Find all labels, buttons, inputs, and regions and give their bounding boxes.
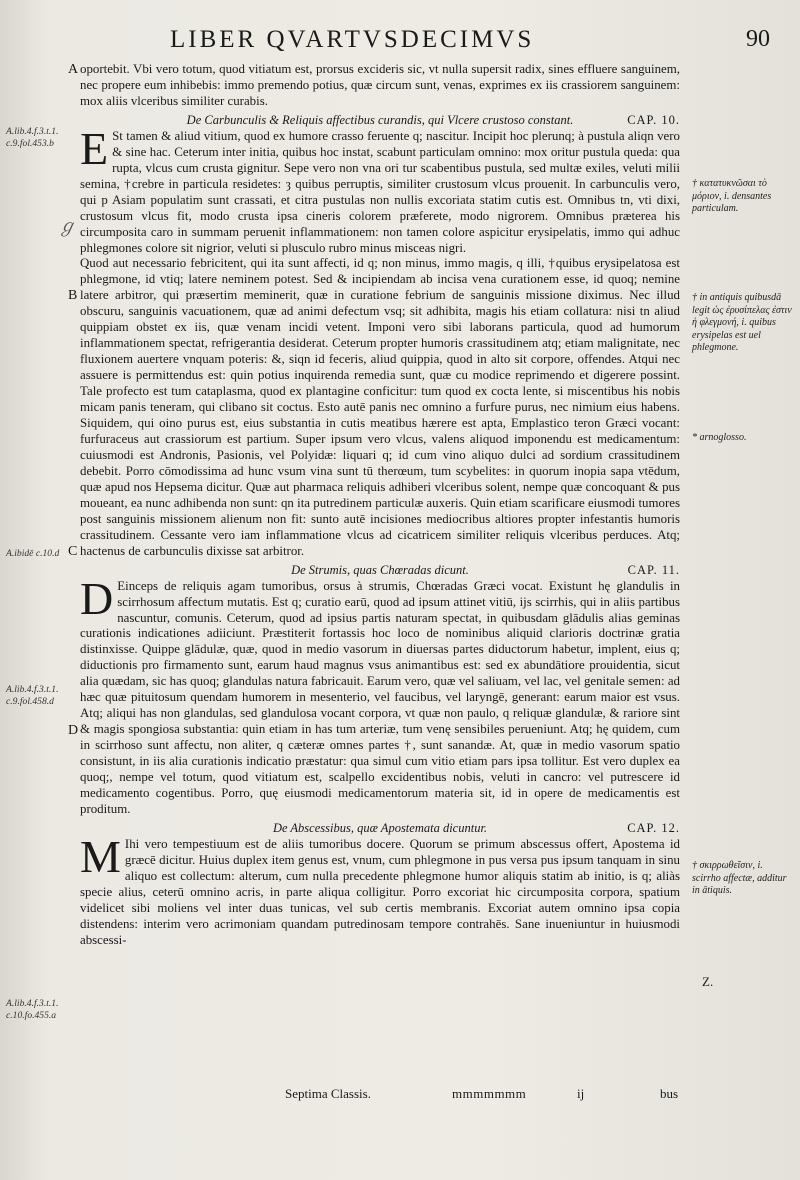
margin-note-right-1: † κατατυκνῶσαι τὸ μόριον, i. densantes particulam. (692, 178, 772, 214)
running-title: LIBER QVARTVSDECIMVS (170, 26, 535, 53)
paragraph-4-text: Einceps de reliquis agam tumoribus, orsus à strumis, Chœradas Græci vocat. Existunt hę glandulis in scirrhosum affectum mutatis. Est q; curatio earū, quod ad ipsum attinet vitiū, ijs scirrhis, qui in aliis partibus nascuntur, comunis. Ceterum, quod ad ipsius partis naturam spectat, in quibusdam glādulis alias geminas curationis indicationes adiiciunt. Præstiterit fortassis hoc loco de nominibus aliquid clarioris doctrinæ gratia distinxisse. Quippe glādulæ, quæ, quod in medio vasorum in diuersas partes diductorum habetur, implent, eius q; diductionis pro firmamento sunt, earum haud magnus vsus animantibus est: sed ex abundātiore prouidentia, sicut alia quædam, sic has quoq; glandulas natura fabricauit. Earum vero, quæ vel saliuam, vel lac, vel genitale semen: ad hæc quæ pituitosum quendam humorem in mesenterio, vel faucibus, vel laryngē, generant: earum maior est vsus. Atq; aliqui has non glandulas, sed glandulosa vocant corpora, vt quæ non paulo, q reliquæ glandulæ, & rariore sint & magis spongiosa substantia: quin etiam in has tum arteriæ, tum venę sensibiles perueniunt. Atq; hę quidem, cum in scirrhoso sunt affectu, non aliter, q cæteræ omnes partes †, sunt sanandæ. At, quæ in medio vasorum spatio consistunt, in iis alia curationis indicatio præstatur: qua simul cum vitio etiam pars ipsa tollitur. Est vero duplex ea quoq;, nempe vel totum, quod vitiatum est, scalpello excidentibus nobis, veluti in cancro: vel putrescere id medicamento cogentibus. Porro, quę eiusmodi medicamentorum materia sit, id in opere de medicamentis est proditum. (80, 578, 680, 816)
margin-note-right-3: * arnoglosso. (692, 432, 747, 443)
margin-note-left-1: A.lib.4.f.3.t.1. c.9.fol.453.b (6, 126, 59, 149)
margin-glyph: ℊ (58, 216, 76, 236)
catchword: bus (660, 1086, 679, 1101)
chapter-11-title: De Strumis, quas Chœradas dicunt. (291, 562, 469, 577)
section-mark-c: C (68, 544, 78, 560)
paragraph-1 (68, 62, 680, 110)
margin-note-left-3: A.lib.4.f.3.t.1. c.9.fol.458.d (6, 684, 59, 707)
signature-mark: ij (577, 1086, 585, 1101)
drop-cap-e: E (80, 122, 109, 174)
margin-note-left-2: A.ibidē c.10.d (6, 548, 60, 559)
signature-line: Septima Classis. (285, 1086, 371, 1101)
paragraph-2 (80, 122, 680, 257)
paragraph-3 (68, 256, 680, 560)
chapter-10-title: De Carbunculis & Reliquis affectibus curandis, qui Vlcere crustoso constant. (186, 112, 574, 127)
chapter-11-number: CAP. 11. (627, 562, 680, 577)
paragraph-5 (80, 830, 680, 949)
drop-cap-m: M (80, 830, 121, 882)
folio-number: 90 (746, 26, 770, 52)
drop-cap-d: D (80, 572, 114, 624)
main-text-column (68, 62, 680, 1132)
paragraph-2-text: St tamen & aliud vitium, quod ex humore crasso feruente q; nascitur. Incipit hoc plerunq; à pustula aliqn vero & sine hac. Ceterum inter initia, quibus hoc instat, scabunt particulam omnino: mox oritur pustula queda: qua rupta, vlcus cum crusta gignitur. Sepe vero non vna ori tur scabentibus pustula, sed multæ exiles, veluti milii semina, †crebre in particula residetes: ȝ quibus perruptis, similiter crustosum vlcus prouenit. In carbunculis vero, qui p Asiam populatim sunt crassati, et citra pustulas non nullis excoriata statim cutis est. Omnibus tn, vti dixi, crustosum vlcus fit, modo crusta ipsa cineris colorem præferete, modo nigrorem. Omnibus præterea his circumposita caro in summam peruenit inflammationem: non tamen colore aspicitur erysipelatis, immo qui adhuc phlegmones colore sit nigrior, veluti si plusculo rubro minus misceas nigri. (80, 128, 680, 255)
chapter-10-number: CAP. 10. (627, 112, 680, 127)
section-mark-d: D (68, 722, 79, 738)
paragraph-5-text: Ihi vero tempestiuum est de aliis tumoribus docere. Quorum se primum abscessus offert, Apostema id græcē dicitur. Huius duplex item genus est, vnum, cum phlegmone in pus versa pus ipsum tanquam in sinu aliquo est collectum: alterum, cum nulla precedente phlegmone humor aliquis statim ab initio, is q; aliàs specie alius, ceterū omnino acris, in parte aliqua colligitur. Porro excoriat hic circumposita corpora, spatium videlicet sibi moliens vel inter duas tunicas, vel sub certis membranis. Excoriat autem omnino ipsa copia distendens: interim vero acrimoniam quandam putredinosam tempore contrahēs. Sane inueniuntur in huiusmodi abscessi- (80, 836, 680, 947)
chapter-10-heading (80, 112, 680, 128)
margin-note-right-4: † σκιρρωθεῖσιν, i. scirrho affectæ, additur in ātiquis. (692, 860, 787, 896)
chapter-12-heading (80, 820, 680, 836)
signature-marks: mmmmmmm (452, 1086, 527, 1101)
chapter-11-heading (80, 562, 680, 578)
section-mark-b: B (68, 288, 78, 304)
margin-note-right-5: Z. (702, 974, 714, 989)
chapter-12-title: De Abscessibus, quæ Apostemata dicuntur. (272, 820, 488, 835)
paragraph-4 (68, 572, 680, 818)
page-header (170, 22, 770, 56)
margin-note-left-4: A.lib.4.f.3.t.1. c.10.fo.455.a (6, 998, 59, 1021)
margin-note-right-2: † in antiquis quibusdā legit ὡς ἐρυσίπελας ἐστιν ἡ φλεγμονή, i. quibus erysipelas est uel phlegmone. (692, 292, 792, 353)
paragraph-3-text: Quod aut necessario febricitent, qui ita sunt affecti, id q; non minus, immo magis, q illi, †quibus erysipelatosa est phlegmone, id vtiq; latere neminem potest. Sed & incipiendam ab incisa vena curationem esse, id quoq; nemine latere arbitror, qui præsertim meminerit, quæ in curatione febrium de sanguinis missione diximus. Nec illud obscuru, sanguinis vacuationem, quæ ad animi defectum vsq; sit adhibita, magis his etiam collatura: nisi tn aliud quippiam obstet ex iis, quæ venam incidi vetent. Imponi vero sibi laborans particula, quod ad humorum inflammationem spectat, refrigerantia desiderat. Ceterum propter humoris crassitudinem atq; etiam malignitate, nec fluxionem auertere vnquam poteris: &, siqn id feceris, aliud quippia, quod in alto sit corpore, offendes. Atqui nec assuere is permittendus est: quin potius inquirenda remedia sunt, quæ cu modice reprimendo et digerere possint. Tale profecto est tum cataplasma, quod ex plantagine conficitur: tum quod ex cocta lente, si miscentibus his nobis micam panis teneram, qui clibano sit coctus. Esto autē panis nec omnino a furfure purus, nec nimium eius habens. Siquidem, qui oino purus est, eius substantia in cutis meatibus hærere est apta, Emplastico teron Græci vocant: furfuraceus aut crassiorum est partium. Super ipsum vero vlcus, valens aliquod imponendu est medicamentum: cuiusmodi est Andronis, Pasionis, vel Polyidæ: liquari q; id cum vino aliquo dulci ad sordium crassitudinem debebit. Porro cōmodissima ad hunc vsum vina sunt tū therœum, tum scybelites: in quorum inopia sapa vtēdum, quæ apud nos Hepsema dicitur. Quæ aut pharmaca reliquis adhiberi vlceribus solent, nempe quæ concoquant & pus moueant, ea nunc adhibenda non sunt: qn ita putredinem particulæ auxeris. Quin etiam scarificare eiusmodi tumores post sanguinis missionem alienum non fit: sunto autē incisiones mediocribus altiores propter infestantis humoris crassitudinem. Cessante vero iam inflammatione vlcus ad cicatricem similiter reliquis vlceribus perduces. Atq; hactenus de carbunculis dixisse sat arbitror. (80, 256, 680, 558)
chapter-12-number: CAP. 12. (627, 820, 680, 835)
paragraph-1-text: oportebit. Vbi vero totum, quod vitiatum est, prorsus excideris sic, vt nulla supersit radix, sines effluere sanguinem, nec propere eum inhibebis: immo premendo potius, quæ circum sunt, venas, exprimes ex iis crassiorem sanguinem: mox aliis vlceribus similiter curabis. (80, 62, 680, 108)
page-footer (80, 1086, 680, 1106)
section-mark-a: A (68, 62, 79, 77)
